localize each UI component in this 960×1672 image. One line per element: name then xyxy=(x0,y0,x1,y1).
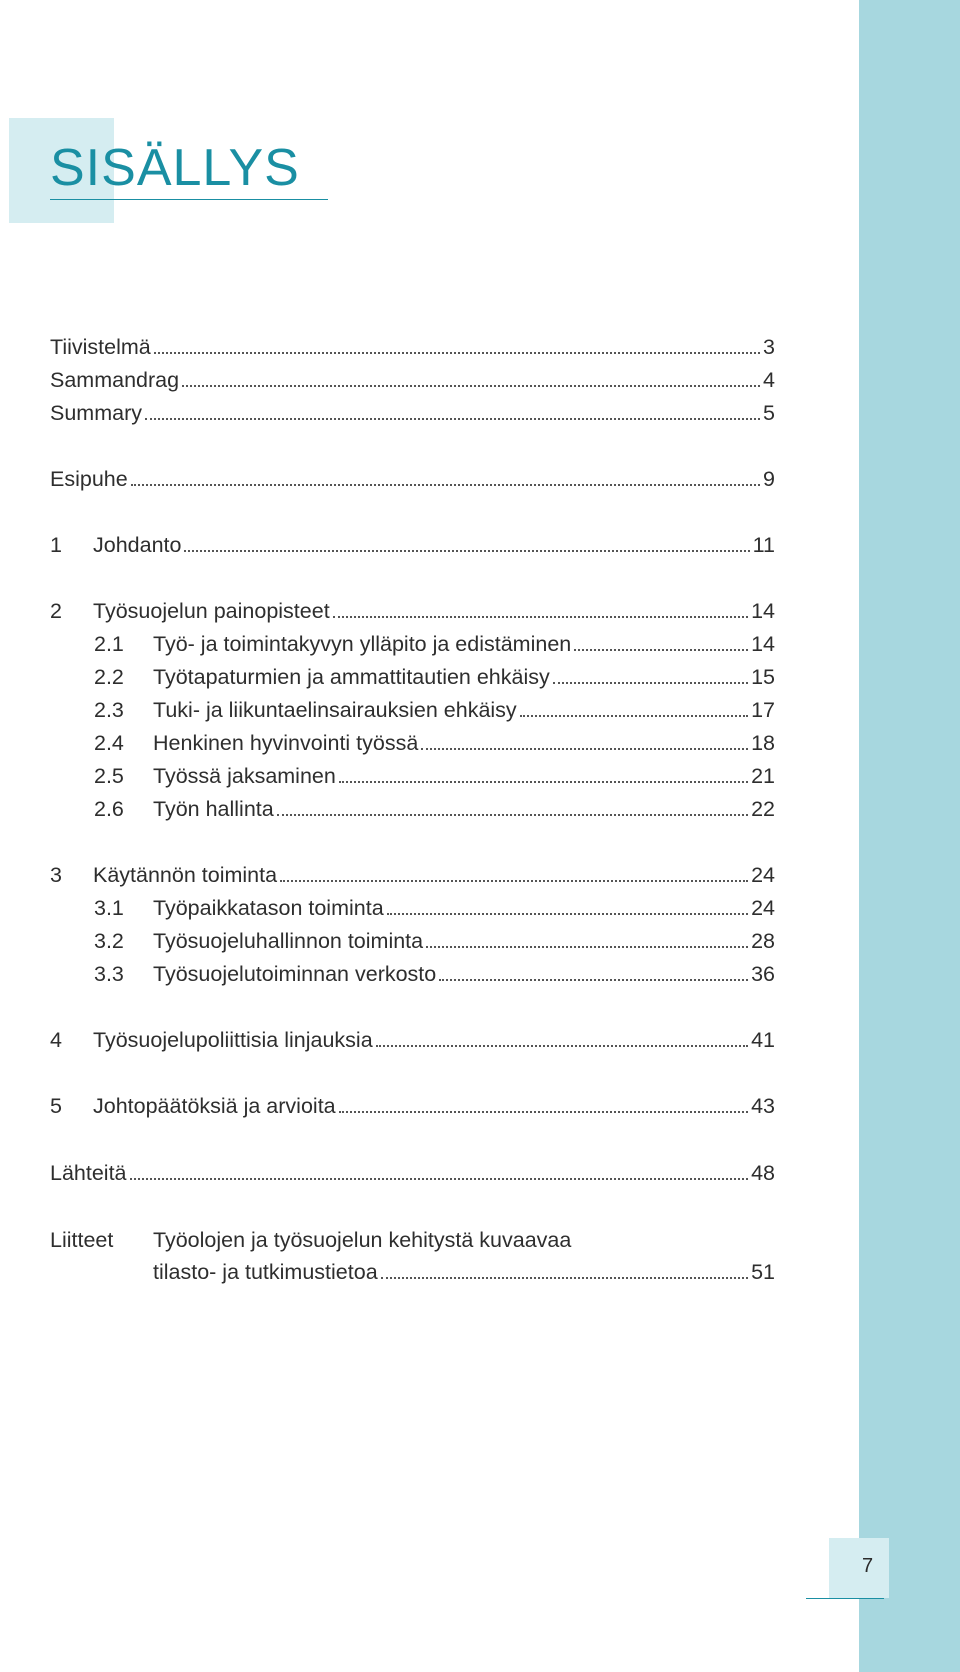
toc-entry-number: 2.1 xyxy=(94,632,124,656)
dot-leader xyxy=(381,1276,748,1279)
toc-entry[interactable] xyxy=(50,529,775,561)
toc-entry-page: 17 xyxy=(751,698,775,722)
toc-entry-page: 9 xyxy=(763,467,775,491)
toc-entry-appendix[interactable] xyxy=(50,1256,775,1288)
toc-entry[interactable] xyxy=(50,1090,775,1122)
toc-entry-page: 11 xyxy=(752,533,775,557)
toc-entry[interactable] xyxy=(50,1024,775,1056)
toc-entry-page: 36 xyxy=(751,962,775,986)
toc-entry[interactable] xyxy=(50,331,775,363)
toc-subentry[interactable] xyxy=(50,892,775,924)
toc-entry-page: 24 xyxy=(751,896,775,920)
toc-entry-label: Sammandrag xyxy=(50,368,180,392)
toc-entry-number: 3.1 xyxy=(94,896,124,920)
toc-entry-number: 3.3 xyxy=(94,962,124,986)
toc-entry-label: Lähteitä xyxy=(50,1161,127,1185)
toc-entry-page: 41 xyxy=(751,1028,775,1052)
toc-entry-number: 5 xyxy=(50,1094,62,1118)
toc-entry-number: 4 xyxy=(50,1028,62,1052)
toc-entry-label: Summary xyxy=(50,401,142,425)
dot-leader xyxy=(277,813,748,816)
toc-entry-label: Tiivistelmä xyxy=(50,335,151,359)
dot-leader xyxy=(339,780,748,783)
toc-entry-number: 3.2 xyxy=(94,929,124,953)
toc-entry-number: 2.5 xyxy=(94,764,124,788)
toc-entry-page: 21 xyxy=(751,764,775,788)
dot-leader xyxy=(182,384,760,387)
toc-entry-page: 5 xyxy=(763,401,775,425)
toc-entry-label: Henkinen hyvinvointi työssä xyxy=(153,731,419,755)
toc-subentry[interactable] xyxy=(50,925,775,957)
toc-entry-label: Työ- ja toimintakyvyn ylläpito ja edistäminen xyxy=(153,632,572,656)
page-title: SISÄLLYS xyxy=(50,139,300,197)
toc-subentry[interactable] xyxy=(50,793,775,825)
toc-entry-number: 2 xyxy=(50,599,62,623)
toc-entry[interactable] xyxy=(50,364,775,396)
toc-entry-label: Työsuojelupoliittisia linjauksia xyxy=(93,1028,373,1052)
dot-leader xyxy=(426,945,748,948)
dot-leader xyxy=(130,1177,749,1180)
toc-entry-number: 2.4 xyxy=(94,731,124,755)
toc-entry-page: 14 xyxy=(751,632,775,656)
dot-leader xyxy=(574,648,748,651)
toc-subentry[interactable] xyxy=(50,628,775,660)
toc-entry-label: Työsuojeluhallinnon toiminta xyxy=(153,929,424,953)
toc-entry-label: Työssä jaksaminen xyxy=(153,764,336,788)
appendix-title-line1: Työolojen ja työsuojelun kehitystä kuvaavaa xyxy=(153,1228,572,1252)
toc-entry-page: 24 xyxy=(751,863,775,887)
toc-entry-label: tilasto- ja tutkimustietoa xyxy=(153,1260,378,1284)
page-number-block xyxy=(829,1538,889,1598)
toc-entry-number: 2.2 xyxy=(94,665,124,689)
toc-entry-page: 43 xyxy=(751,1094,775,1118)
dot-leader xyxy=(333,615,748,618)
toc-entry-label: Johtopäätöksiä ja arvioita xyxy=(93,1094,336,1118)
toc-entry-number: 2.6 xyxy=(94,797,124,821)
toc-entry[interactable] xyxy=(50,397,775,429)
toc-entry-label: Työpaikkatason toiminta xyxy=(153,896,384,920)
appendix-label: Liitteet xyxy=(50,1228,114,1252)
toc-subentry[interactable] xyxy=(50,958,775,990)
toc-entry-label: Esipuhe xyxy=(50,467,128,491)
toc-entry-label: Tuki- ja liikuntaelinsairauksien ehkäisy xyxy=(153,698,517,722)
toc-entry[interactable] xyxy=(50,859,775,891)
dot-leader xyxy=(131,483,760,486)
toc-entry-label: Työn hallinta xyxy=(153,797,274,821)
toc-entry-number: 2.3 xyxy=(94,698,124,722)
toc-entry-page: 14 xyxy=(751,599,775,623)
toc-entry-label: Johdanto xyxy=(93,533,182,557)
toc-subentry[interactable] xyxy=(50,661,775,693)
toc-entry-label: Työtapaturmien ja ammattitautien ehkäisy xyxy=(153,665,550,689)
toc-subentry[interactable] xyxy=(50,694,775,726)
toc-entry-page: 15 xyxy=(751,665,775,689)
dot-leader xyxy=(145,417,760,420)
toc-subentry[interactable] xyxy=(50,760,775,792)
toc-entry-page: 22 xyxy=(751,797,775,821)
dot-leader xyxy=(520,714,748,717)
page-number-underline xyxy=(806,1598,884,1599)
toc-subentry[interactable] xyxy=(50,727,775,759)
dot-leader xyxy=(339,1110,748,1113)
toc-entry-page: 18 xyxy=(751,731,775,755)
side-color-band xyxy=(859,0,960,1672)
toc-entry[interactable] xyxy=(50,463,775,495)
toc-entry-page: 48 xyxy=(751,1161,775,1185)
dot-leader xyxy=(553,681,748,684)
dot-leader xyxy=(439,978,748,981)
dot-leader xyxy=(280,879,748,882)
toc-entry-page: 51 xyxy=(751,1260,775,1284)
toc-entry-page: 28 xyxy=(751,929,775,953)
page-number: 7 xyxy=(862,1555,874,1577)
toc-entry[interactable] xyxy=(50,1157,775,1189)
dot-leader xyxy=(387,912,748,915)
dot-leader xyxy=(184,549,749,552)
toc-entry-label: Työsuojelun painopisteet xyxy=(93,599,330,623)
dot-leader xyxy=(421,747,748,750)
toc-entry-page: 4 xyxy=(763,368,775,392)
title-underline xyxy=(50,199,328,200)
dot-leader xyxy=(154,351,760,354)
toc-entry-label: Käytännön toiminta xyxy=(93,863,278,887)
toc-entry-number: 1 xyxy=(50,533,62,557)
toc-entry-number: 3 xyxy=(50,863,62,887)
toc-entry-label: Työsuojelutoiminnan verkosto xyxy=(153,962,437,986)
toc-entry[interactable] xyxy=(50,595,775,627)
dot-leader xyxy=(376,1044,748,1047)
toc-entry-page: 3 xyxy=(763,335,775,359)
